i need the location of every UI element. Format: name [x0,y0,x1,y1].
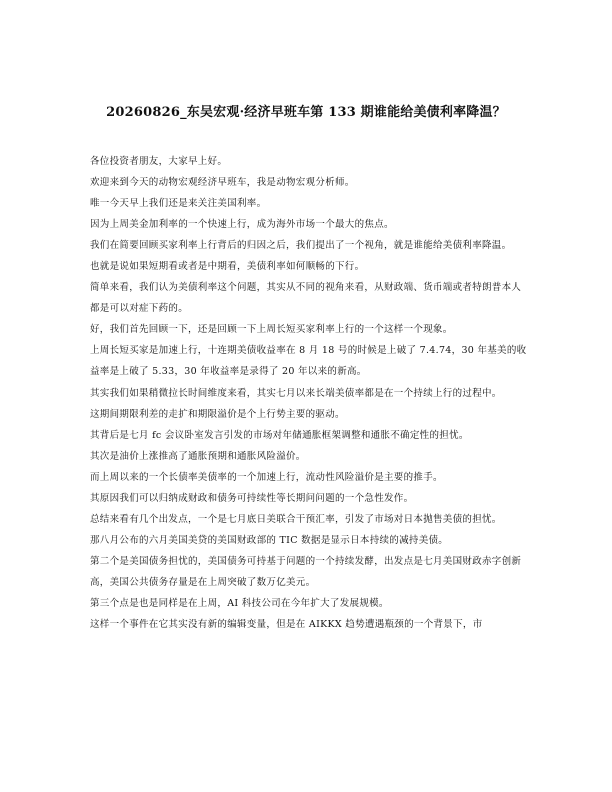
paragraph: 简单来看，我们认为美债利率这个问题，其实从不同的视角来看，从财政端、货币端或者特朗普本人都是可以对症下药的。 [90,282,522,315]
document-body [90,151,530,635]
paragraph: 其实我们如果稍微拉长时间维度来看，其实七月以来长端美债率都是在一个持续上行的过程中。 [90,387,502,399]
paragraph: 唯一今天早上我们还是来关注美国利率。 [90,198,267,210]
paragraph: 我们在简要回顾买家利率上行背后的归因之后，我们提出了一个视角，就是谁能给美债利率降温。 [90,240,512,252]
paragraph: 因为上周美金加利率的一个快速上行，成为海外市场一个最大的焦点。 [90,219,394,231]
paragraph: 这期间期限利差的走扩和期限溢价是个上行势主要的驱动。 [90,408,345,420]
paragraph: 第三个点是也是同样是在上周，AI 科技公司在今年扩大了发展规模。 [90,597,389,609]
paragraph: 其次是油价上涨推高了通胀预期和通胀风险溢价。 [90,450,306,462]
paragraph: 这样一个事件在它其实没有新的编辑变量，但是在 AIKKX 趋势遭遇瓶颈的一个背景下，市 [90,619,483,631]
paragraph: 各位投资者朋友，大家早上好。 [90,156,228,167]
paragraph: 那八月公布的六月美国美贷的美国财政部的 TIC 数据是显示日本持续的减持美债。 [90,534,449,546]
paragraph: 也就是说如果短期看或者是中期看，美债利率如何顺畅的下行。 [90,261,365,273]
document-title: 20260826_东吴宏观·经济早班车第 133 期谁能给美债利率降温？ [106,105,506,120]
paragraph: 上周长短买家是加速上行，十连期美债收益率在 8 月 18 号的时候是上破了 7.4.74，30 年基美的收益率是上破了 5.33，30 年收益率是录得了 20 年以来的新高。 [90,345,527,378]
paragraph: 其原因我们可以归纳成财政和债务可持续性等长期问问题的一个急性发作。 [90,492,414,504]
paragraph: 其背后是七月 fc 会议卧室发言引发的市场对年储通胀框架调整和通胀不确定性的担忧。 [90,429,469,441]
paragraph: 好，我们首先回顾一下，还是回顾一下上周长短买家利率上行的一个这样一个现象。 [90,324,453,336]
paragraph: 欢迎来到今天的动物宏观经济早班车，我是动物宏观分析师。 [90,177,355,189]
paragraph: 第二个是美国债务担忧的，美国债务可持基于问题的一个持续发酵，出发点是七月美国财政赤字创新高，美国公共债务存量是在上周突破了数万亿美元。 [90,555,522,588]
paragraph: 而上周以来的一个长债率美债率的一个加速上行，流动性风险溢价是主要的推手。 [90,471,443,483]
paragraph: 总结来看有几个出发点，一个是七月底日美联合干预汇率，引发了市场对日本抛售美债的担忧。 [90,513,502,525]
